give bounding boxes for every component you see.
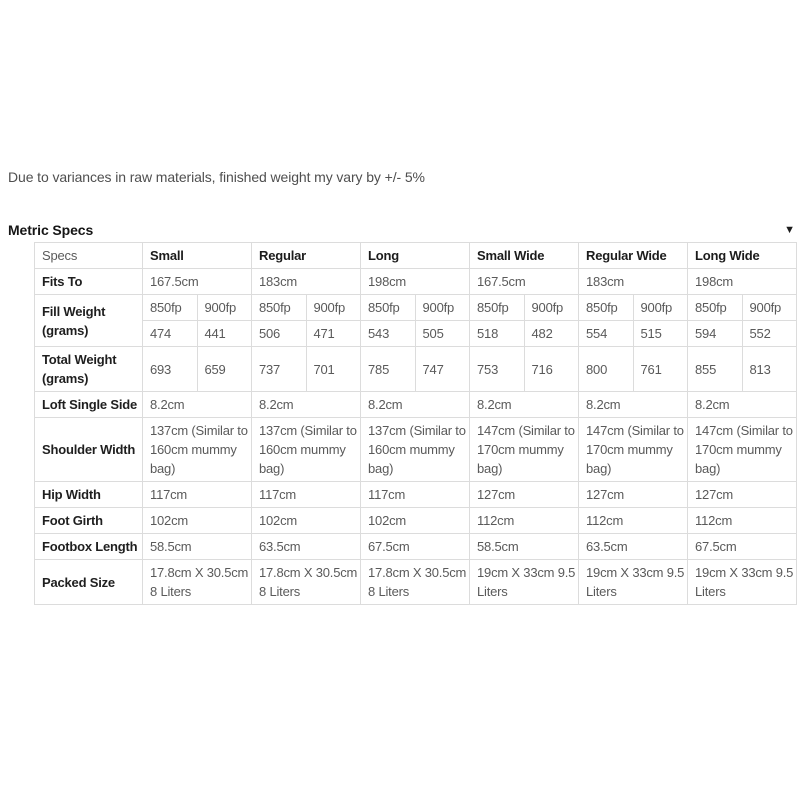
spec-value-cell: 737 [252,347,307,392]
spec-value-cell: 117cm [252,482,361,508]
spec-value-cell: 137cm (Similar to 160cm mummy bag) [252,418,361,482]
spec-value-cell: 855 [688,347,743,392]
spec-value-cell: 127cm [688,482,797,508]
fill-subheader-cell: 900fp [633,295,688,321]
spec-value-cell: 19cm X 33cm 9.5 Liters [688,560,797,605]
spec-value-cell: 594 [688,321,743,347]
column-header-size: Regular [252,243,361,269]
spec-row-label: Foot Girth [35,508,143,534]
table-row [35,560,797,605]
spec-value-cell: 127cm [470,482,579,508]
spec-value-cell: 112cm [470,508,579,534]
table-row [35,482,797,508]
spec-value-cell: 518 [470,321,525,347]
spec-value-cell: 137cm (Similar to 160cm mummy bag) [361,418,470,482]
spec-value-cell: 8.2cm [361,392,470,418]
spec-value-cell: 63.5cm [252,534,361,560]
fill-subheader-cell: 850fp [361,295,416,321]
table-row [35,269,797,295]
fill-subheader-cell: 900fp [306,295,361,321]
metric-specs-accordion-header[interactable] [8,222,796,238]
spec-value-cell: 785 [361,347,416,392]
spec-value-cell: 8.2cm [252,392,361,418]
table-row [35,347,797,392]
spec-value-cell: 8.2cm [143,392,252,418]
fill-subheader-cell: 900fp [524,295,579,321]
spec-value-cell: 117cm [361,482,470,508]
collapse-chevron-icon[interactable]: ▼ [784,223,795,236]
fill-subheader-cell: 900fp [197,295,252,321]
spec-value-cell: 198cm [688,269,797,295]
spec-value-cell: 554 [579,321,634,347]
spec-value-cell: 102cm [143,508,252,534]
spec-value-cell: 117cm [143,482,252,508]
spec-value-cell: 19cm X 33cm 9.5 Liters [579,560,688,605]
spec-value-cell: 543 [361,321,416,347]
spec-value-cell: 112cm [688,508,797,534]
spec-value-cell: 67.5cm [688,534,797,560]
spec-value-cell: 482 [524,321,579,347]
metric-specs-table [34,242,797,605]
spec-row-label: Shoulder Width [35,418,143,482]
spec-value-cell: 127cm [579,482,688,508]
spec-value-cell: 147cm (Similar to 170cm mummy bag) [688,418,797,482]
spec-value-cell: 167.5cm [470,269,579,295]
column-header-size: Regular Wide [579,243,688,269]
spec-value-cell: 747 [415,347,470,392]
fill-subheader-cell: 850fp [143,295,198,321]
spec-value-cell: 17.8cm X 30.5cm 8 Liters [361,560,470,605]
spec-value-cell: 147cm (Similar to 170cm mummy bag) [470,418,579,482]
fill-subheader-cell: 850fp [579,295,634,321]
table-row [35,508,797,534]
table-row [35,392,797,418]
fill-subheader-cell: 850fp [252,295,307,321]
spec-value-cell: 505 [415,321,470,347]
table-row [35,321,797,347]
spec-value-cell: 183cm [252,269,361,295]
section-title: Metric Specs [8,222,94,238]
spec-value-cell: 63.5cm [579,534,688,560]
spec-value-cell: 147cm (Similar to 170cm mummy bag) [579,418,688,482]
spec-row-label: Fits To [35,269,143,295]
spec-value-cell: 58.5cm [470,534,579,560]
spec-value-cell: 112cm [579,508,688,534]
fill-subheader-cell: 900fp [415,295,470,321]
spec-value-cell: 552 [742,321,797,347]
spec-value-cell: 8.2cm [470,392,579,418]
spec-value-cell: 102cm [252,508,361,534]
table-row [35,534,797,560]
column-header-specs: Specs [35,243,143,269]
spec-value-cell: 701 [306,347,361,392]
fill-subheader-cell: 850fp [688,295,743,321]
spec-row-label: Hip Width [35,482,143,508]
metric-specs-table-container [34,242,797,605]
column-header-size: Small Wide [470,243,579,269]
table-header-row [35,243,797,269]
spec-value-cell: 198cm [361,269,470,295]
spec-value-cell: 515 [633,321,688,347]
spec-row-label: Packed Size [35,560,143,605]
column-header-size: Long [361,243,470,269]
spec-value-cell: 474 [143,321,198,347]
weight-disclaimer-text: Due to variances in raw materials, finished weight my vary by +/- 5% [8,169,425,185]
spec-row-label: Loft Single Side [35,392,143,418]
column-header-size: Long Wide [688,243,797,269]
spec-value-cell: 8.2cm [688,392,797,418]
spec-value-cell: 506 [252,321,307,347]
spec-value-cell: 19cm X 33cm 9.5 Liters [470,560,579,605]
spec-value-cell: 800 [579,347,634,392]
spec-row-label: Total Weight (grams) [35,347,143,392]
spec-row-label: Fill Weight (grams) [35,295,143,347]
spec-value-cell: 471 [306,321,361,347]
spec-value-cell: 761 [633,347,688,392]
fill-subheader-cell: 900fp [742,295,797,321]
spec-value-cell: 17.8cm X 30.5cm 8 Liters [143,560,252,605]
spec-value-cell: 753 [470,347,525,392]
spec-value-cell: 167.5cm [143,269,252,295]
fill-subheader-cell: 850fp [470,295,525,321]
spec-value-cell: 813 [742,347,797,392]
column-header-size: Small [143,243,252,269]
spec-value-cell: 58.5cm [143,534,252,560]
spec-value-cell: 659 [197,347,252,392]
spec-value-cell: 716 [524,347,579,392]
spec-value-cell: 8.2cm [579,392,688,418]
spec-value-cell: 17.8cm X 30.5cm 8 Liters [252,560,361,605]
spec-value-cell: 183cm [579,269,688,295]
spec-value-cell: 441 [197,321,252,347]
spec-value-cell: 693 [143,347,198,392]
spec-value-cell: 102cm [361,508,470,534]
spec-value-cell: 137cm (Similar to 160cm mummy bag) [143,418,252,482]
table-row [35,295,797,321]
spec-value-cell: 67.5cm [361,534,470,560]
spec-row-label: Footbox Length [35,534,143,560]
table-row [35,418,797,482]
